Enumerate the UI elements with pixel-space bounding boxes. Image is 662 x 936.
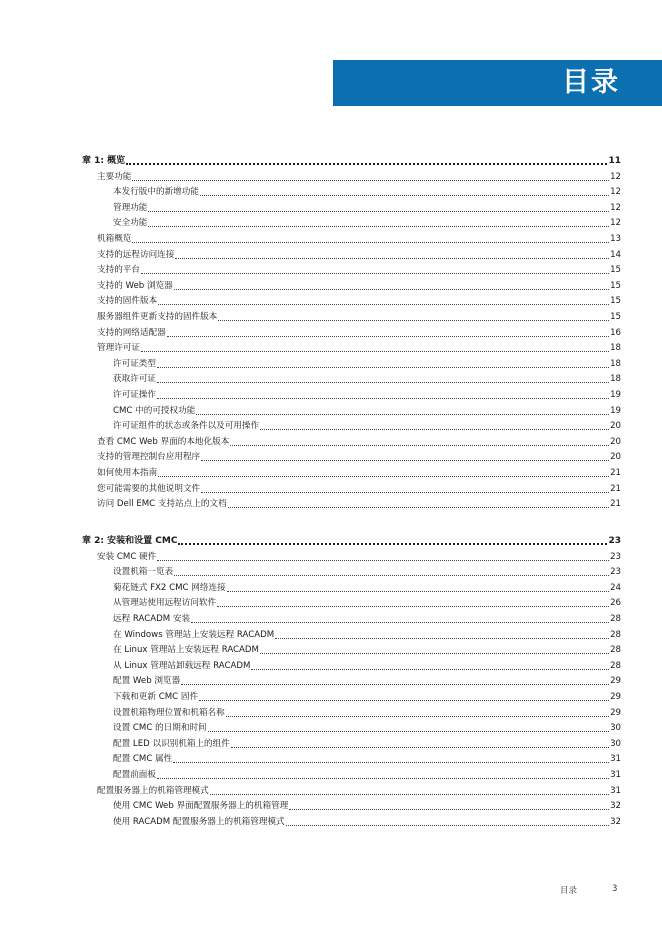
- toc-page-number: 12: [610, 187, 621, 198]
- toc-entry-row[interactable]: [113, 404, 621, 417]
- toc-leader-dots: [132, 241, 609, 243]
- toc-page-number: 18: [610, 358, 621, 369]
- toc-entry-row[interactable]: [97, 263, 621, 276]
- toc-leader-dots: [260, 652, 609, 654]
- toc-leader-dots: [167, 335, 609, 337]
- toc-leader-dots: [200, 194, 609, 196]
- toc-leader-dots: [228, 506, 609, 508]
- toc-entry-label: 远程 RACADM 安装: [113, 614, 191, 624]
- toc-leader-dots: [289, 808, 609, 810]
- toc-page-number: 31: [610, 770, 621, 780]
- toc-leader-dots: [230, 444, 609, 446]
- toc-page-number: 12: [610, 218, 621, 229]
- toc-entry-row[interactable]: [113, 372, 621, 385]
- toc-page-number: 31: [610, 754, 621, 765]
- toc-entry-row[interactable]: [113, 201, 621, 214]
- toc-leader-dots: [201, 491, 609, 493]
- toc-leader-dots: [286, 824, 609, 826]
- toc-page-number: 24: [610, 582, 621, 593]
- toc-page-number: 20: [610, 436, 621, 447]
- toc-page-number: 23: [608, 536, 621, 546]
- toc-leader-dots: [157, 366, 609, 368]
- toc-page-number: 20: [610, 452, 621, 463]
- toc-page-number: 18: [610, 374, 621, 385]
- toc-leader-dots: [141, 350, 609, 352]
- toc-entry-row[interactable]: [113, 721, 621, 734]
- toc-page-number: 29: [610, 692, 621, 702]
- toc-leader-dots: [178, 542, 607, 545]
- toc-entry-row[interactable]: [113, 659, 621, 672]
- toc-entry-label: 配置前面板: [113, 770, 156, 780]
- toc-entry-label: 服务器组件更新支持的固件版本: [97, 312, 218, 322]
- toc-chapter-title: 章 2: 安装和设置 CMC: [82, 536, 178, 546]
- toc-page-number: 12: [610, 171, 621, 182]
- toc-page-number: 23: [610, 551, 621, 562]
- toc-leader-dots: [157, 777, 609, 779]
- toc-entry-label: 机箱概览: [97, 234, 132, 244]
- toc-entry-row[interactable]: [113, 581, 621, 594]
- toc-leader-dots: [126, 162, 607, 165]
- toc-leader-dots: [157, 559, 609, 561]
- toc-leader-dots: [157, 381, 609, 383]
- toc-page-number: 20: [610, 421, 621, 432]
- toc-entry-label: 支持的网络适配器: [97, 327, 166, 338]
- toc-entry-row[interactable]: [97, 435, 621, 448]
- toc-chapter-title: 章 1: 概览: [82, 156, 126, 166]
- toc-page-number: 21: [610, 499, 621, 510]
- toc-page-number: 15: [610, 312, 621, 322]
- toc-entry-row[interactable]: [113, 706, 621, 719]
- toc-leader-dots: [226, 715, 609, 717]
- toc-page-number: 21: [610, 468, 621, 478]
- toc-entry-label: 查看 CMC Web 界面的本地化版本: [97, 436, 230, 447]
- toc-leader-dots: [260, 428, 609, 430]
- toc-entry-label: 本发行版中的新增功能: [113, 187, 199, 198]
- toc-entry-row[interactable]: [113, 612, 621, 625]
- toc-entry-label: 许可证类型: [113, 358, 156, 369]
- toc-entry-label: 许可证操作: [113, 390, 156, 400]
- toc-page-number: 28: [610, 629, 621, 640]
- toc-page-number: 26: [610, 598, 621, 609]
- toc-page-number: 15: [610, 280, 621, 291]
- toc-leader-dots: [227, 590, 609, 592]
- toc-entry-label: 安装 CMC 硬件: [97, 551, 157, 562]
- toc-page-number: 19: [610, 405, 621, 416]
- toc-page-number: 23: [610, 567, 621, 578]
- toc-entry-label: 菊花链式 FX2 CMC 网络连接: [113, 582, 226, 593]
- toc-page-number: 30: [610, 723, 621, 734]
- toc-entry-row[interactable]: [97, 248, 621, 261]
- footer-section-label: 目录: [560, 886, 578, 896]
- toc-page-number: 12: [610, 202, 621, 213]
- toc-entry-label: 访问 Dell EMC 支持站点上的文档: [97, 499, 227, 510]
- toc-entry-row[interactable]: [97, 341, 621, 354]
- toc-entry-row[interactable]: [97, 784, 621, 797]
- toc-entry-row[interactable]: [113, 596, 621, 609]
- toc-entry-label: 配置 Web 浏览器: [113, 676, 181, 687]
- toc-entry-row[interactable]: [113, 768, 621, 781]
- toc-leader-dots: [174, 574, 609, 576]
- toc-entry-label: 下载和更新 CMC 固件: [113, 692, 199, 702]
- toc-entry-row[interactable]: [113, 419, 621, 432]
- toc-entry-row[interactable]: [113, 388, 621, 401]
- toc-entry-label: 支持的远程访问连接: [97, 249, 175, 260]
- toc-leader-dots: [181, 683, 609, 685]
- toc-entry-row[interactable]: [97, 279, 621, 292]
- toc-entry-label: 设置机箱物理位置和机箱名称: [113, 707, 225, 718]
- toc-entry-label: 使用 RACADM 配置服务器上的机箱管理模式: [113, 816, 285, 827]
- toc-entry-label: 支持的 Web 浏览器: [97, 280, 173, 291]
- toc-entry-row[interactable]: [97, 326, 621, 339]
- toc-page-number: 15: [610, 265, 621, 276]
- toc-entry-label: 设置机箱一览表: [113, 567, 174, 578]
- toc-entry-row[interactable]: [113, 185, 621, 198]
- toc-entry-row[interactable]: [113, 690, 621, 703]
- toc-leader-dots: [199, 699, 609, 701]
- toc-leader-dots: [231, 746, 609, 748]
- toc-entry-label: 您可能需要的其他说明文件: [97, 483, 201, 494]
- toc-leader-dots: [158, 475, 609, 477]
- toc-entry-row[interactable]: [113, 674, 621, 687]
- toc-leader-dots: [148, 225, 609, 227]
- toc-leader-dots: [218, 319, 609, 321]
- toc-leader-dots: [208, 730, 609, 732]
- toc-page-number: 30: [610, 738, 621, 749]
- toc-leader-dots: [174, 288, 609, 290]
- toc-entry-label: 管理功能: [113, 202, 148, 213]
- toc-entry-row[interactable]: [113, 643, 621, 656]
- toc-leader-dots: [275, 637, 609, 639]
- toc-chapter-row[interactable]: [82, 154, 621, 167]
- toc-entry-label: 支持的平台: [97, 265, 140, 276]
- toc-entry-label: 支持的固件版本: [97, 296, 158, 307]
- toc-entry-row[interactable]: [97, 170, 621, 183]
- toc-entry-label: CMC 中的可授权功能: [113, 405, 196, 416]
- toc-page-number: 18: [610, 343, 621, 354]
- toc-page-number: 32: [610, 816, 621, 827]
- toc-entry-label: 从管理站使用远程访问软件: [113, 598, 217, 609]
- toc-page-number: 15: [610, 296, 621, 307]
- toc-entry-label: 管理许可证: [97, 343, 140, 354]
- toc-leader-dots: [173, 761, 609, 763]
- toc-leader-dots: [201, 459, 609, 461]
- page-title: 目录: [562, 67, 620, 98]
- toc-entry-label: 在 Linux 管理站上安装远程 RACADM: [113, 645, 259, 656]
- toc-page-number: 13: [610, 234, 621, 244]
- toc-entry-label: 配置服务器上的机箱管理模式: [97, 785, 209, 796]
- toc-page-number: 28: [610, 660, 621, 671]
- toc-leader-dots: [157, 397, 609, 399]
- footer-page-number: 3: [612, 884, 618, 894]
- toc-entry-row[interactable]: [113, 799, 621, 812]
- toc-page-number: 14: [610, 249, 621, 260]
- toc-entry-label: 安全功能: [113, 218, 148, 229]
- toc-entry-row[interactable]: [97, 466, 621, 479]
- toc-entry-row[interactable]: [113, 815, 621, 828]
- toc-chapter-row[interactable]: [82, 534, 621, 547]
- toc-entry-row[interactable]: [97, 550, 621, 563]
- toc-leader-dots: [148, 210, 609, 212]
- toc-leader-dots: [158, 303, 609, 305]
- toc-entry-label: 配置 LED 以识别机箱上的组件: [113, 738, 230, 749]
- toc-page-number: 11: [608, 156, 621, 166]
- toc-entry-label: 配置 CMC 属性: [113, 754, 173, 765]
- toc-entry-row[interactable]: [97, 232, 621, 245]
- toc-page-number: 28: [610, 614, 621, 624]
- toc-entry-row[interactable]: [113, 628, 621, 641]
- toc-entry-label: 使用 CMC Web 界面配置服务器上的机箱管理: [113, 801, 289, 812]
- toc-leader-dots: [210, 793, 609, 795]
- toc-leader-dots: [251, 668, 609, 670]
- toc-entry-label: 主要功能: [97, 171, 132, 182]
- title-banner: [333, 60, 662, 106]
- toc-leader-dots: [175, 257, 609, 259]
- toc-entry-row[interactable]: [113, 357, 621, 370]
- toc-entry-row[interactable]: [97, 294, 621, 307]
- toc-page-number: 29: [610, 676, 621, 687]
- toc-entry-row[interactable]: [97, 497, 621, 510]
- toc-page-number: 32: [610, 801, 621, 812]
- toc-entry-label: 许可证组件的状态或条件以及可用操作: [113, 421, 260, 432]
- toc-page-number: 16: [610, 327, 621, 338]
- toc-entry-row[interactable]: [113, 565, 621, 578]
- toc-leader-dots: [141, 272, 609, 274]
- toc-entry-label: 在 Windows 管理站上安装远程 RACADM: [113, 629, 275, 640]
- toc-entry-row[interactable]: [97, 482, 621, 495]
- toc-entry-row[interactable]: [113, 216, 621, 229]
- toc-entry-label: 支持的管理控制台应用程序: [97, 452, 201, 463]
- toc-entry-row[interactable]: [97, 310, 621, 323]
- toc-leader-dots: [132, 179, 609, 181]
- toc-page-number: 21: [610, 483, 621, 494]
- toc-page-number: 28: [610, 645, 621, 656]
- toc-entry-row[interactable]: [113, 737, 621, 750]
- toc-entry-label: 如何使用本指南: [97, 468, 158, 478]
- toc-entry-label: 获取许可证: [113, 374, 156, 385]
- toc-leader-dots: [196, 413, 609, 415]
- toc-entry-row[interactable]: [113, 752, 621, 765]
- toc-entry-label: 从 Linux 管理站卸载远程 RACADM: [113, 660, 251, 671]
- toc-entry-row[interactable]: [97, 450, 621, 463]
- toc-page-number: 29: [610, 707, 621, 718]
- toc-leader-dots: [217, 605, 609, 607]
- toc-leader-dots: [191, 621, 609, 623]
- toc-page-number: 19: [610, 390, 621, 400]
- toc-page-number: 31: [610, 785, 621, 796]
- toc-entry-label: 设置 CMC 的日期和时间: [113, 723, 207, 734]
